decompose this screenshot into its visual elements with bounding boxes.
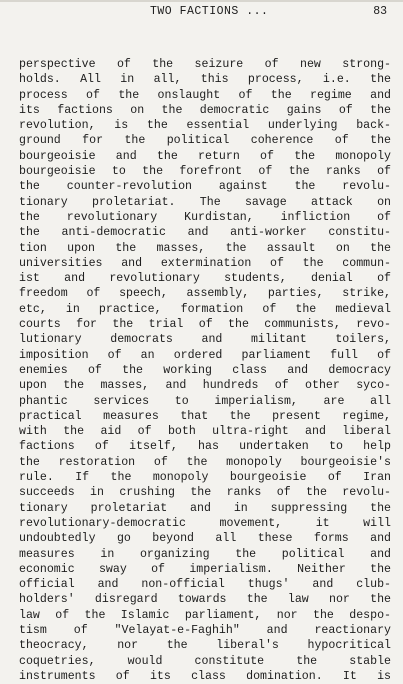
text-line: holders' disregard towards the law nor the: [19, 593, 391, 607]
text-line: universities and extermination of the commun-: [19, 256, 391, 270]
text-line: the restoration of the monopoly bourgeoisie's: [19, 455, 391, 469]
text-line: tion upon the masses, the assault on the: [19, 241, 391, 255]
text-line: phantic services to imperialism, are all: [19, 394, 391, 408]
text-line: ground for the political coherence of the: [19, 134, 391, 148]
text-line: bourgeoisie and the return of the monopoly: [19, 149, 391, 163]
top-edge-rule: [0, 0, 403, 2]
text-line: lutionary democrats and militant toilers,: [19, 333, 391, 347]
body-text: [19, 57, 391, 684]
text-line: revolutionary-democratic movement, it will: [19, 516, 391, 530]
text-line: the counter-revolution against the revolu-: [19, 180, 391, 194]
text-line: the revolutionary Kurdistan, infliction of: [19, 210, 391, 224]
text-line: ist and revolutionary students, denial of: [19, 272, 391, 286]
text-line: official and non-official thugs' and club-: [19, 578, 391, 592]
text-line: law of the Islamic parliament, nor the despo-: [19, 608, 391, 622]
text-line: process of the onslaught of the regime and: [19, 88, 391, 102]
text-line: revolution, is the essential underlying back-: [19, 119, 391, 133]
text-line: imposition of an ordered parliament full of: [19, 348, 391, 362]
text-line: tionary proletariat. The savage attack on: [19, 195, 391, 209]
text-line: its factions on the democratic gains of the: [19, 103, 391, 117]
text-line: courts for the trial of the communists, revo-: [19, 318, 391, 332]
text-line: instruments of its class domination. It is: [19, 669, 391, 683]
page-number: 83: [373, 5, 387, 18]
text-line: etc, in practice, formation of the medieval: [19, 302, 391, 316]
text-line: upon the masses, and hundreds of other syco-: [19, 379, 391, 393]
text-line: practical measures that the present regime,: [19, 409, 391, 423]
text-line: the anti-democratic and anti-worker constitu-: [19, 226, 391, 240]
text-line: bourgeoisie to the forefront of the ranks of: [19, 165, 391, 179]
text-line: enemies of the working class and democracy: [19, 363, 391, 377]
text-line: with the aid of both ultra-right and liberal: [19, 425, 391, 439]
text-line: undoubtedly go beyond all these forms and: [19, 532, 391, 546]
text-line: theocracy, nor the liberal's hypocritical: [19, 639, 391, 653]
text-line: measures in organizing the political and: [19, 547, 391, 561]
text-line: factions of itself, has undertaken to help: [19, 440, 391, 454]
text-line: economic sway of imperialism. Neither the: [19, 562, 391, 576]
running-title: TWO FACTIONS ...: [150, 5, 269, 18]
text-line: holds. All in all, this process, i.e. the: [19, 73, 391, 87]
text-line: tism of "Velayat-e-Faghih" and reactionary: [19, 623, 391, 637]
text-line: freedom of speech, assembly, parties, strike,: [19, 287, 391, 301]
text-line: succeeds in crushing the ranks of the revolu-: [19, 486, 391, 500]
text-line: tionary proletariat and in suppressing the: [19, 501, 391, 515]
text-line: perspective of the seizure of new strong-: [19, 58, 391, 71]
text-line: coquetries, would constitute the stable: [19, 654, 391, 668]
text-line: rule. If the monopoly bourgeoisie of Iran: [19, 471, 391, 485]
